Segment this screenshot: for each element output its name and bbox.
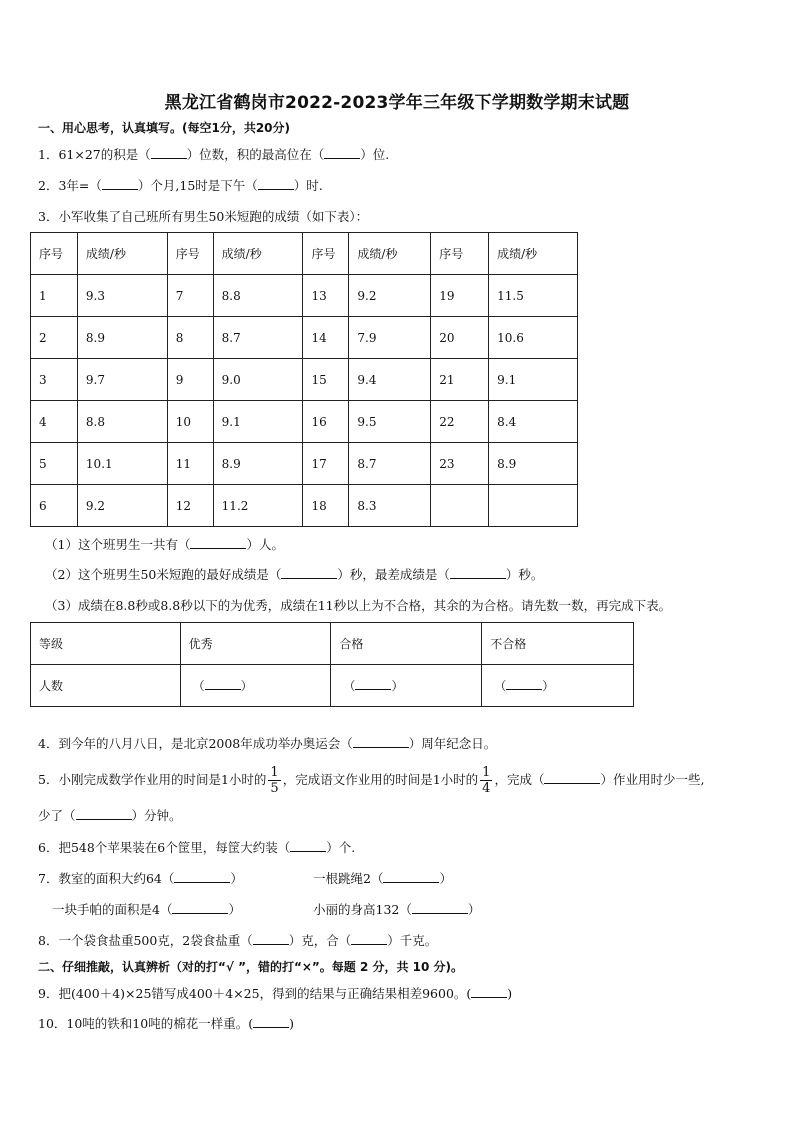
q7-text-c: 一块手帕的面积是4（ xyxy=(52,902,173,917)
count-pass-blank[interactable] xyxy=(355,689,391,690)
table-header-cell: 不合格 xyxy=(482,623,634,665)
q7-text-a: 7．教室的面积大约64（ xyxy=(38,871,175,886)
table-header-cell: 合格 xyxy=(331,623,482,665)
table-cell: 9.0 xyxy=(213,359,303,401)
table-header-cell: 成绩/秒 xyxy=(213,233,303,275)
q3-1-blank[interactable] xyxy=(190,548,246,549)
paren-open: （ xyxy=(192,679,205,693)
table-cell: 7.9 xyxy=(349,317,431,359)
table-row xyxy=(31,443,578,485)
q7-text-d2: ） xyxy=(467,902,481,917)
count-pass-cell xyxy=(331,665,482,707)
table-cell: 9 xyxy=(167,359,213,401)
table-header-cell: 成绩/秒 xyxy=(489,233,578,275)
question-9 xyxy=(38,986,512,1002)
table-cell: 14 xyxy=(303,317,349,359)
q7-text-b2: ） xyxy=(439,871,452,886)
table-cell: 8.3 xyxy=(349,485,431,527)
table-cell: 4 xyxy=(31,401,78,443)
table-row xyxy=(31,401,578,443)
table-cell: 22 xyxy=(431,401,489,443)
table-cell: 9.2 xyxy=(77,485,167,527)
q8-text-b: ）克，合（ xyxy=(288,933,352,948)
q10-blank[interactable] xyxy=(253,1027,289,1028)
table-row xyxy=(31,665,634,707)
table-cell: 11.2 xyxy=(213,485,303,527)
question-3-1 xyxy=(45,537,284,553)
q4-text-a: 4．到今年的八月八日，是北京2008年成功举办奥运会（ xyxy=(38,736,353,751)
q7-blank-3[interactable] xyxy=(172,913,228,914)
question-5-cont xyxy=(38,808,182,824)
q1-text-b: ）位数，积的最高位在（ xyxy=(186,147,325,162)
table-cell: 8.7 xyxy=(213,317,303,359)
question-3: 3．小军收集了自己班所有男生50米短跑的成绩（如下表）： xyxy=(38,209,369,224)
table-header-cell: 序号 xyxy=(303,233,349,275)
table-cell: 8.7 xyxy=(349,443,431,485)
table-header-cell: 等级 xyxy=(31,623,181,665)
table-cell: 12 xyxy=(167,485,213,527)
fraction-numerator: 1 xyxy=(482,765,491,780)
table-cell: 8.9 xyxy=(77,317,167,359)
q2-blank-1[interactable] xyxy=(102,189,138,190)
q9-text-a: 9．把(400＋4)×25错写成400＋4×25，得到的结果与正确结果相差9600。( xyxy=(38,986,472,1001)
q5-text-b: ，完成语文作业用的时间是1小时的 xyxy=(282,772,479,787)
table-cell: 10.6 xyxy=(489,317,578,359)
q2-text-b: ）个月,15时是下午（ xyxy=(137,178,258,193)
paren-close: ） xyxy=(240,679,253,693)
q3-1-text-a: （1）这个班男生一共有（ xyxy=(45,537,191,552)
table-cell: 8.4 xyxy=(489,401,578,443)
q10-text-a: 10．10吨的铁和10吨的棉花一样重。( xyxy=(38,1016,254,1031)
table-cell: 20 xyxy=(431,317,489,359)
count-excellent-cell xyxy=(180,665,331,707)
q7-text-b: 一根跳绳2（ xyxy=(313,871,384,886)
table-cell: 21 xyxy=(431,359,489,401)
q5-text-d: ）作业用时少一些, xyxy=(600,772,705,787)
table-row xyxy=(31,485,578,527)
q7-blank-4[interactable] xyxy=(412,913,468,914)
q2-text-a: 2．3年=（ xyxy=(38,178,102,193)
q6-text-a: 6．把548个苹果装在6个筐里，每筐大约装（ xyxy=(38,840,291,855)
table-cell: 13 xyxy=(303,275,349,317)
question-4 xyxy=(38,736,496,752)
q7-blank-1[interactable] xyxy=(174,882,230,883)
table-row xyxy=(31,317,578,359)
q7-text-d: 小丽的身高132（ xyxy=(313,902,412,917)
fraction-denominator: 4 xyxy=(482,781,491,796)
table-cell: 8.8 xyxy=(213,275,303,317)
count-excellent-blank[interactable] xyxy=(205,689,241,690)
table-cell: 9.3 xyxy=(77,275,167,317)
page-title: 黑龙江省鹤岗市2022-2023学年三年级下学期数学期末试题 xyxy=(164,93,630,113)
q5-text-f: ）分钟。 xyxy=(131,808,182,823)
section1-heading: 一、用心思考，认真填写。(每空1分，共20分) xyxy=(38,121,291,135)
q1-blank-2[interactable] xyxy=(324,158,360,159)
table-cell: 9.1 xyxy=(489,359,578,401)
score-table-header xyxy=(31,233,578,275)
table-cell: 7 xyxy=(167,275,213,317)
q1-text-c: ）位. xyxy=(360,147,390,162)
fraction-one-fourth xyxy=(480,765,492,796)
q3-2-blank-2[interactable] xyxy=(450,578,506,579)
table-row xyxy=(31,359,578,401)
q3-2-text-c: ）秒。 xyxy=(505,567,544,582)
table-cell: 10 xyxy=(167,401,213,443)
table-cell: 6 xyxy=(31,485,78,527)
q6-blank[interactable] xyxy=(290,851,326,852)
grade-table-header xyxy=(31,623,634,665)
q3-1-text-b: ）人。 xyxy=(246,537,284,552)
table-cell: 人数 xyxy=(31,665,181,707)
q5-text-e: 少了（ xyxy=(38,808,76,823)
table-cell: 9.7 xyxy=(77,359,167,401)
q3-2-blank-1[interactable] xyxy=(281,578,337,579)
table-cell: 8.8 xyxy=(77,401,167,443)
q2-blank-2[interactable] xyxy=(258,189,294,190)
q8-blank-1[interactable] xyxy=(253,944,289,945)
question-8 xyxy=(38,933,437,949)
q8-text-a: 8．一个袋食盐重500克，2袋食盐重（ xyxy=(38,933,253,948)
table-cell: 9.5 xyxy=(349,401,431,443)
table-cell: 10.1 xyxy=(77,443,167,485)
fraction-denominator: 5 xyxy=(270,781,279,796)
section2-heading: 二、仔细推敲，认真辨析（对的打“√ ”，错的打“×”。每题 2 分，共 10 分)。 xyxy=(38,960,464,974)
q5-blank-1[interactable] xyxy=(544,783,600,784)
question-7-a xyxy=(38,871,243,887)
q8-text-c: ）千克。 xyxy=(387,933,438,948)
table-cell: 1 xyxy=(31,275,78,317)
q9-text-b: ) xyxy=(507,986,513,1001)
table-cell: 9.4 xyxy=(349,359,431,401)
q10-text-b: ) xyxy=(289,1016,294,1031)
table-cell xyxy=(489,485,578,527)
q8-blank-2[interactable] xyxy=(351,944,387,945)
question-7-d xyxy=(313,902,480,918)
table-header-cell: 序号 xyxy=(431,233,489,275)
paren-close: ） xyxy=(391,679,404,693)
table-cell xyxy=(431,485,489,527)
table-cell: 16 xyxy=(303,401,349,443)
table-cell: 19 xyxy=(431,275,489,317)
q7-text-c2: ） xyxy=(228,902,241,917)
grade-table xyxy=(30,622,634,707)
question-3-3: （3）成绩在8.8秒或8.8秒以下的为优秀，成绩在11秒以上为不合格，其余的为合格。请先数一数，再完成下表。 xyxy=(45,598,672,613)
q3-2-text-a: （2）这个班男生50米短跑的最好成绩是（ xyxy=(45,567,282,582)
q5-blank-2[interactable] xyxy=(76,819,132,820)
table-cell: 8.9 xyxy=(489,443,578,485)
table-cell: 8 xyxy=(167,317,213,359)
q2-text-c: ）时. xyxy=(293,178,323,193)
q1-text-a: 1．61×27的积是（ xyxy=(38,147,151,162)
q1-blank-1[interactable] xyxy=(151,158,187,159)
table-header-cell: 成绩/秒 xyxy=(77,233,167,275)
table-header-cell: 序号 xyxy=(167,233,213,275)
table-cell: 11 xyxy=(167,443,213,485)
question-6 xyxy=(38,840,355,856)
q7-blank-2[interactable] xyxy=(383,882,439,883)
count-fail-cell xyxy=(482,665,634,707)
fraction-one-fifth xyxy=(268,765,280,796)
paren-open: （ xyxy=(343,679,356,693)
table-cell: 2 xyxy=(31,317,78,359)
q5-text-a: 5．小刚完成数学作业用的时间是1小时的 xyxy=(38,772,267,787)
question-3-2 xyxy=(45,567,543,583)
question-2 xyxy=(38,178,323,194)
score-table xyxy=(30,232,578,527)
q7-text-a2: ） xyxy=(230,871,243,886)
table-header-cell: 优秀 xyxy=(180,623,331,665)
table-cell: 9.1 xyxy=(213,401,303,443)
table-cell: 9.2 xyxy=(349,275,431,317)
table-cell: 15 xyxy=(303,359,349,401)
table-header-cell: 序号 xyxy=(31,233,78,275)
q9-blank[interactable] xyxy=(471,997,507,998)
table-cell: 3 xyxy=(31,359,78,401)
q6-text-b: ）个. xyxy=(326,840,356,855)
table-cell: 23 xyxy=(431,443,489,485)
table-cell: 5 xyxy=(31,443,78,485)
count-fail-blank[interactable] xyxy=(506,689,542,690)
question-1 xyxy=(38,147,389,163)
q3-2-text-b: ）秒，最差成绩是（ xyxy=(337,567,450,582)
question-7-b xyxy=(313,871,452,887)
table-cell: 17 xyxy=(303,443,349,485)
paren-open: （ xyxy=(494,679,507,693)
table-row xyxy=(31,275,578,317)
table-cell: 18 xyxy=(303,485,349,527)
question-10 xyxy=(38,1016,294,1032)
question-5 xyxy=(38,763,704,797)
table-cell: 8.9 xyxy=(213,443,303,485)
q4-text-b: ）周年纪念日。 xyxy=(408,736,497,751)
table-header-cell: 成绩/秒 xyxy=(349,233,431,275)
q5-text-c: ，完成（ xyxy=(494,772,545,787)
question-7-c xyxy=(52,902,241,918)
table-cell: 11.5 xyxy=(489,275,578,317)
fraction-numerator: 1 xyxy=(270,765,279,780)
paren-close: ） xyxy=(542,679,555,693)
q4-blank[interactable] xyxy=(353,747,409,748)
